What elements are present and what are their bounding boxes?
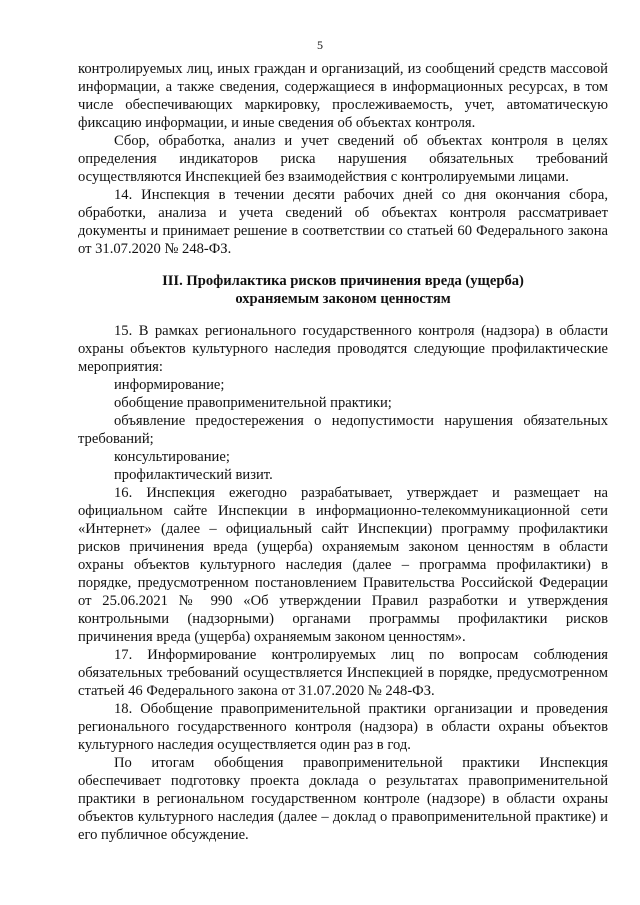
section-heading-line1: III. Профилактика рисков причинения вреда (ущерба) (162, 273, 524, 289)
section-heading (78, 272, 608, 308)
measure-item: информирование; (114, 377, 225, 393)
measure-item: консультирование; (114, 449, 230, 465)
measure-item: объявление предостережения о недопустимости нарушения обязательных требований; (78, 413, 608, 447)
paragraph-18: 18. Обобщение правоприменительной практики организации и проведения регионального государственного контроля (надзора) в области охраны объектов культурного наследия осуществляется один раз в год. (78, 701, 608, 753)
paragraph-15: 15. В рамках регионального государственного контроля (надзора) в области охраны объектов культурного наследия проводятся следующие профилактические мероприятия: (78, 323, 608, 375)
section-heading-line2: охраняемым законом ценностям (235, 291, 451, 307)
measure-item: обобщение правоприменительной практики; (114, 395, 392, 411)
paragraph-16: 16. Инспекция ежегодно разрабатывает, утверждает и размещает на официальном сайте Инспекции в информационно-телекоммуникационной сети «Интернет» (далее – официальный сайт Инспекции) программу профилактики рисков причинения вреда (ущерба) охраняемым законом ценностям в области охраны объектов культурного наследия (далее – программа профилактики) в порядке, предусмотренном постановлением Правительства Российской Федерации от 25.06.2021 № 990 «Об утверждении Правил разработки и утверждения контрольными (надзорными) органами программы профилактики рисков причинения вреда (ущерба) охраняемым законом ценностям». (78, 485, 608, 645)
measure-item: профилактический визит. (114, 467, 273, 483)
main-text-block (78, 322, 608, 844)
paragraph-collection: Сбор, обработка, анализ и учет сведений об объектах контроля в целях определения индикаторов риска нарушения обязательных требований осуществляются Инспекцией без взаимодействия с контролируемыми лицами. (78, 133, 608, 185)
top-text-block (78, 60, 608, 258)
paragraph-14: 14. Инспекция в течении десяти рабочих дней со дня окончания сбора, обработки, анализа и учета сведений об объектах контроля рассматривает документы и принимает решение в соответствии со статьей 60 Федерального закона от 31.07.2020 № 248-ФЗ. (78, 187, 608, 257)
paragraph-continuation: контролируемых лиц, иных граждан и организаций, из сообщений средств массовой информации, а также сведения, содержащиеся в информационных ресурсах, в том числе обеспечивающих маркировку, прослеживаемость, учет, автоматическую фиксацию информации, и иные сведения об объектах контроля. (78, 61, 608, 131)
paragraph-17: 17. Информирование контролируемых лиц по вопросам соблюдения обязательных требований осуществляется Инспекцией в порядке, предусмотренном статьей 46 Федерального закона от 31.07.2020 № 248-ФЗ. (78, 647, 608, 699)
page-number: 5 (317, 38, 323, 52)
paragraph-18-results: По итогам обобщения правоприменительной практики Инспекция обеспечивает подготовку проекта доклада о результатах правоприменительной практики в региональном государственном контроле (надзоре) в области охраны объектов культурного наследия (далее – доклад о правоприменительной практике) и его публичное обсуждение. (78, 755, 608, 843)
